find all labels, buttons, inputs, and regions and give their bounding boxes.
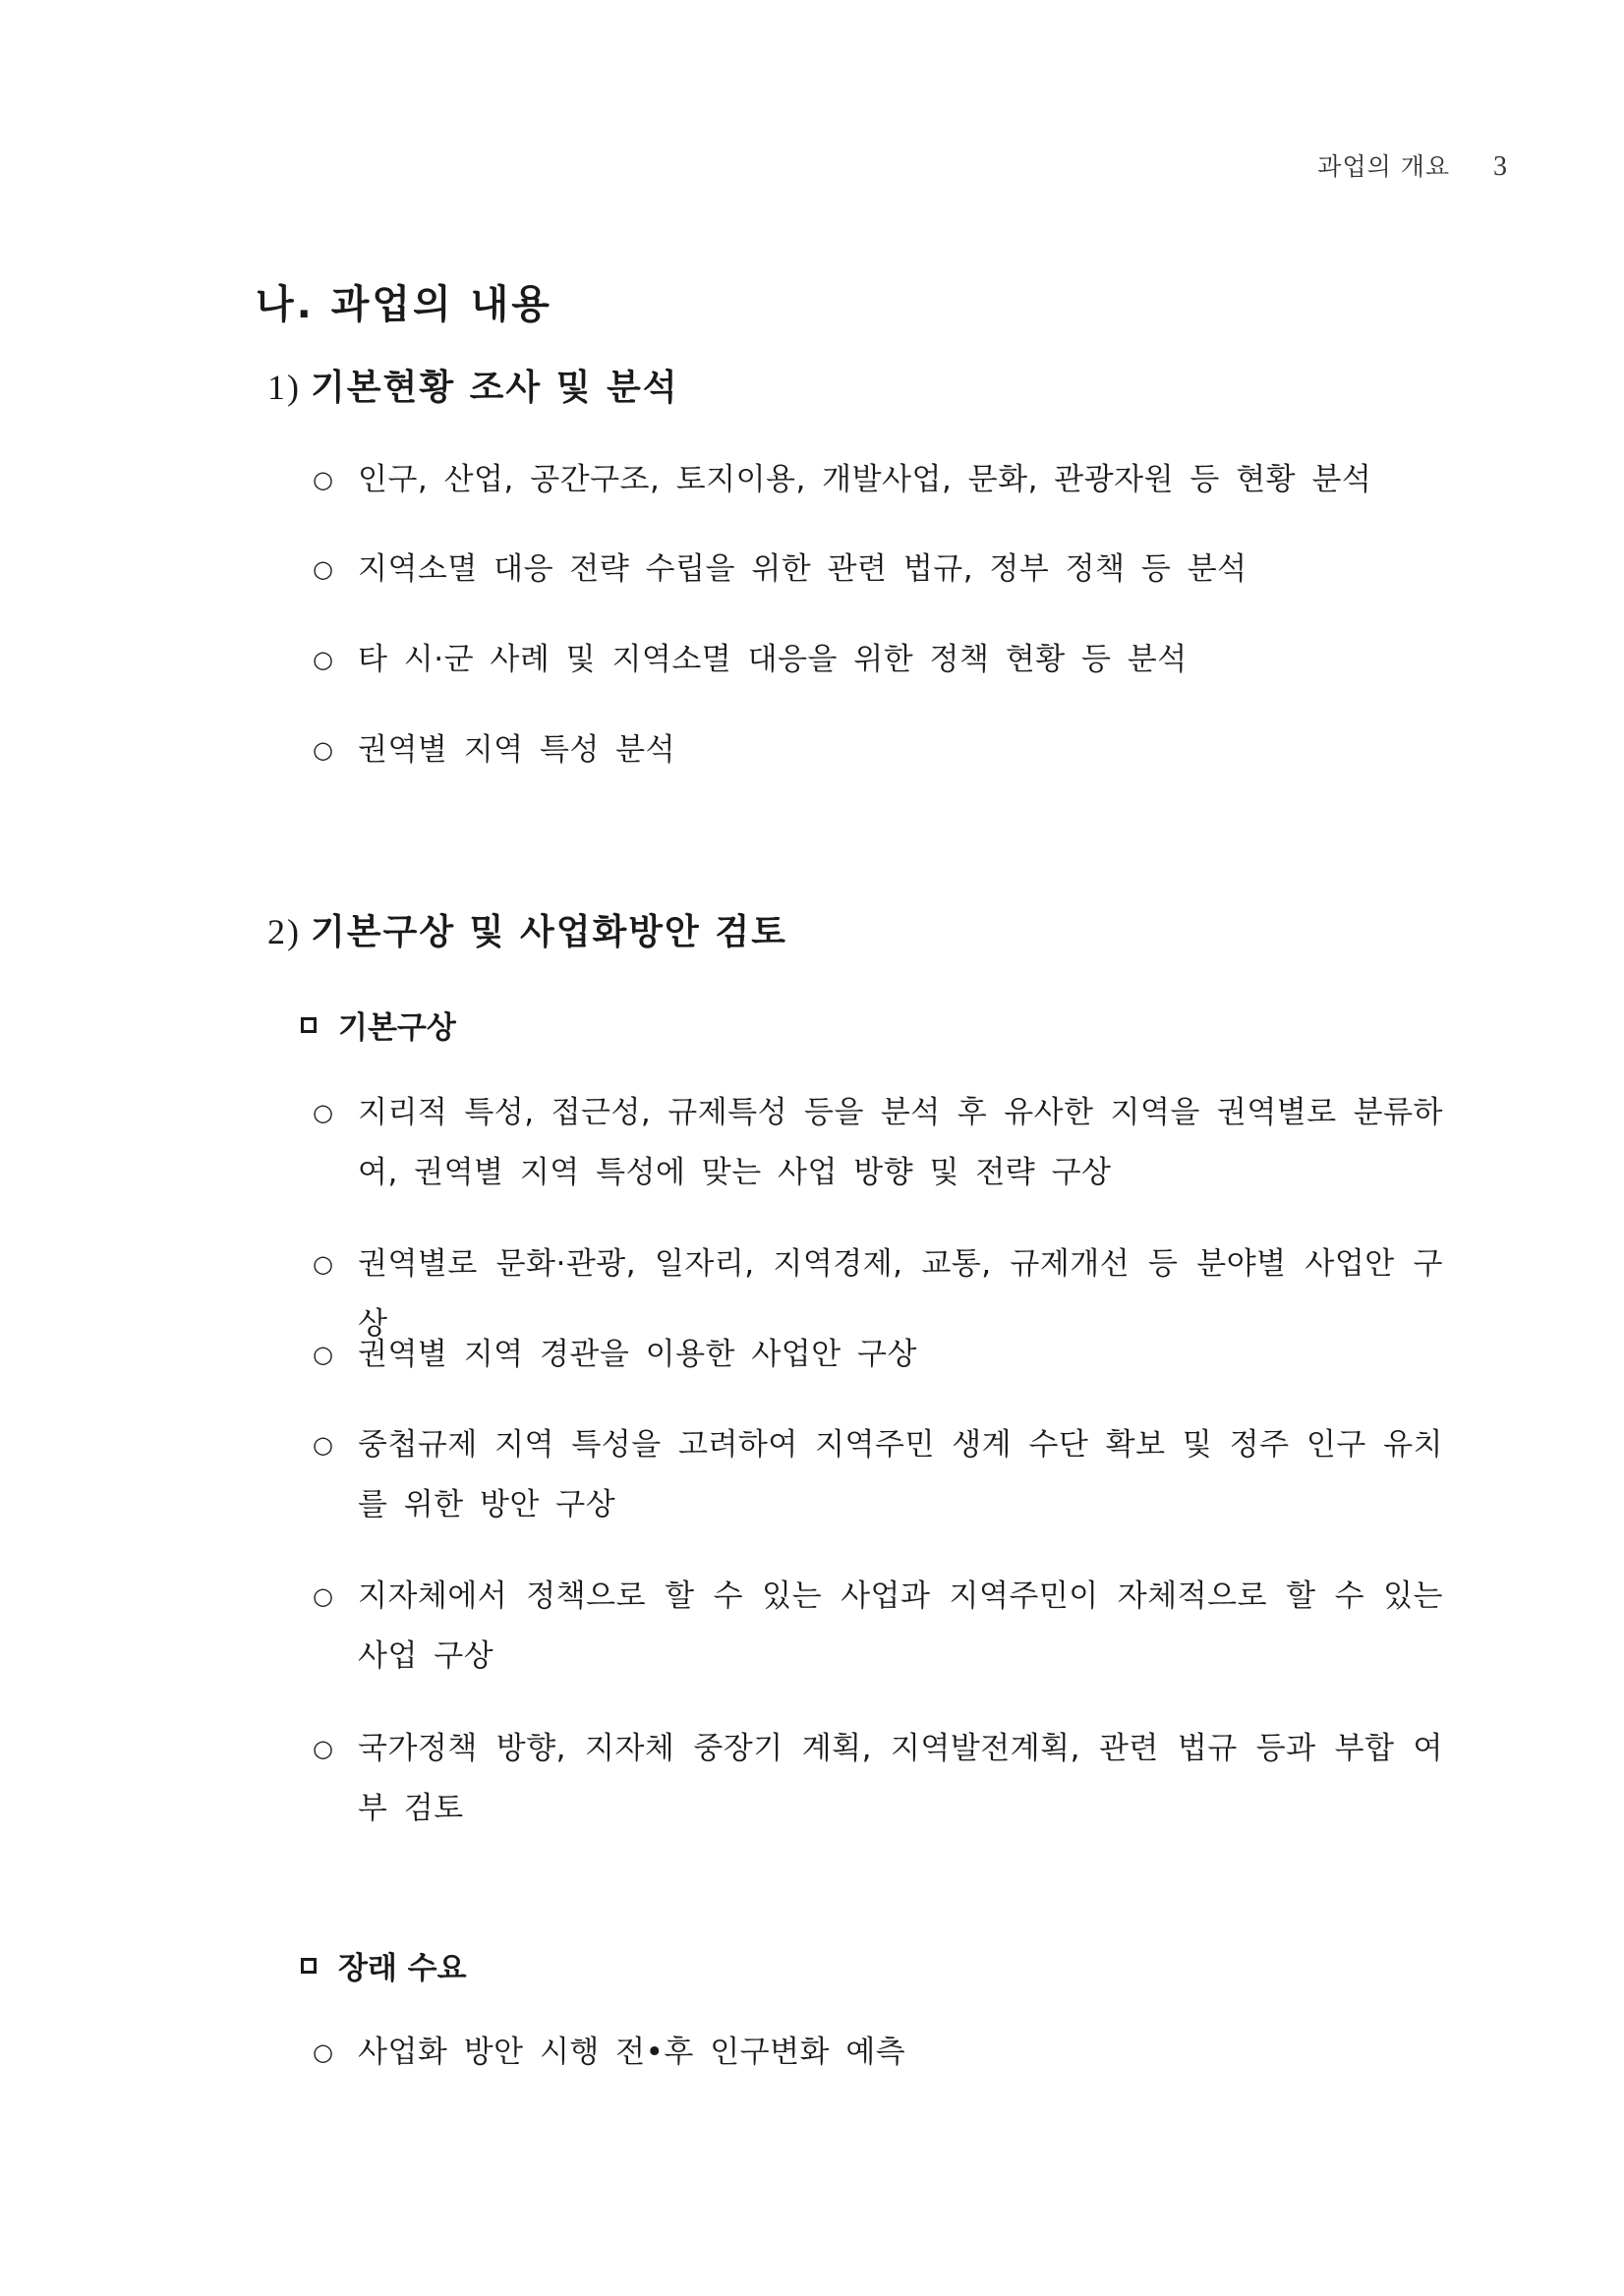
list-item-text: 지역소멸 대응 전략 수립을 위한 관련 법규, 정부 정책 등 분석 [358,551,1247,587]
list-item-text: 사업화 방안 시행 전•후 인구변화 예측 [358,2035,906,2070]
subsection-2-label: 기본구상 및 사업화방안 검토 [311,912,787,952]
list-item [313,1325,1443,1385]
list-item [313,1083,1443,1203]
subsection-2-number: 2) [267,912,301,951]
circle-bullet-icon: ○ [313,1341,333,1368]
list-item [313,1567,1443,1687]
page-header [1317,147,1508,183]
circle-bullet-icon: ○ [313,1431,333,1459]
header-section-label: 과업의 개요 [1317,152,1450,181]
circle-bullet-icon: ○ [313,1582,333,1610]
group-heading-text: 장래 수요 [338,1951,467,1986]
subsection-1-number: 1) [267,368,301,407]
list-item [313,1719,1443,1839]
group-heading-text: 기본구상 [338,1010,456,1046]
circle-bullet-icon: ○ [313,1250,333,1278]
list-item-text: 국가정책 방향, 지자체 중장기 계획, 지역발전계획, 관련 법규 등과 부합 여부 검토 [358,1731,1443,1826]
square-bullet-icon [301,1958,317,1974]
circle-bullet-icon: ○ [313,736,333,764]
circle-bullet-icon: ○ [313,466,333,493]
list-item [313,540,1443,600]
list-item [313,1415,1443,1535]
list-item [313,450,1443,510]
subsection-2-title [267,904,787,954]
group-heading-future-demand [301,1943,467,1987]
list-item-text: 지자체에서 정책으로 할 수 있는 사업과 지역주민이 자체적으로 할 수 있는 사업 구상 [358,1578,1443,1674]
circle-bullet-icon: ○ [313,1735,333,1762]
list-item [313,630,1443,690]
list-item-text: 권역별로 문화·관광, 일자리, 지역경제, 교통, 규제개선 등 분야별 사업안 구상 [358,1246,1443,1342]
list-item [313,2023,1443,2083]
group-heading-basic-plan [301,1003,456,1047]
circle-bullet-icon: ○ [313,2038,333,2066]
list-item-text: 타 시·군 사례 및 지역소멸 대응을 위한 정책 현황 등 분석 [358,642,1188,677]
circle-bullet-icon: ○ [313,555,333,583]
list-item-text: 지리적 특성, 접근성, 규제특성 등을 분석 후 유사한 지역을 권역별로 분류하여, 권역별 지역 특성에 맞는 사업 방향 및 전략 구상 [358,1095,1443,1190]
list-item-text: 인구, 산업, 공간구조, 토지이용, 개발사업, 문화, 관광자원 등 현황 분석 [358,462,1372,497]
subsection-1-title [267,360,679,410]
section-title: 나. 과업의 내용 [256,282,552,327]
circle-bullet-icon: ○ [313,1099,333,1126]
list-item [313,720,1443,780]
list-item-text: 권역별 지역 특성 분석 [358,732,676,768]
page-number: 3 [1493,151,1508,182]
square-bullet-icon [301,1017,317,1033]
subsection-1-label: 기본현황 조사 및 분석 [311,368,679,408]
list-item-text: 권역별 지역 경관을 이용한 사업안 구상 [358,1337,917,1372]
list-item-text: 중첩규제 지역 특성을 고려하여 지역주민 생계 수단 확보 및 정주 인구 유치를 위한 방안 구상 [358,1427,1443,1522]
circle-bullet-icon: ○ [313,646,333,673]
